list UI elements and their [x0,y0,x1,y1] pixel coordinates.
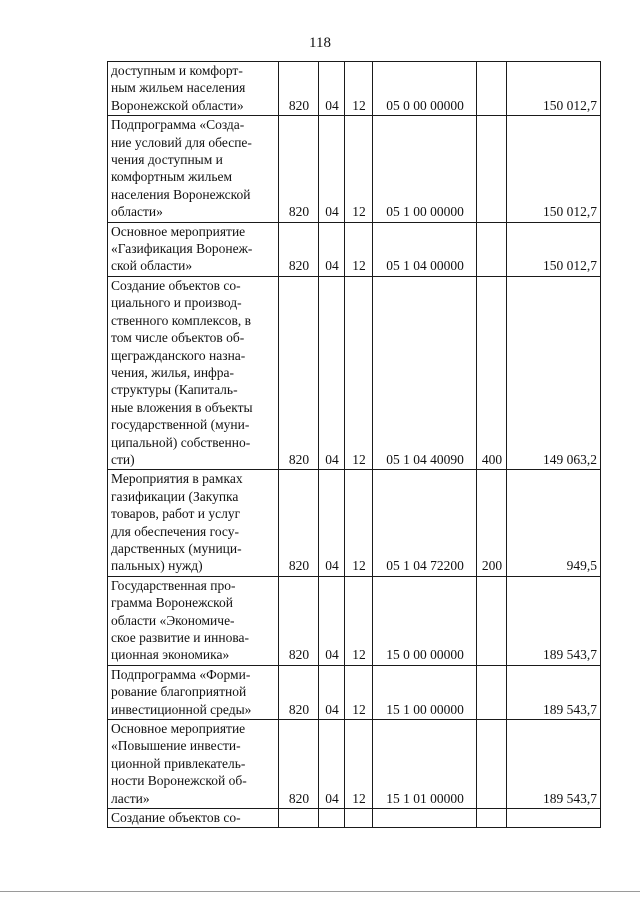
item-name-line: Создание объектов со- [111,277,241,293]
amount-cell: 949,5 [507,470,601,576]
subsection-cell: 12 [345,116,373,222]
subsection-cell [345,809,373,828]
section-cell: 04 [319,720,345,809]
item-name-line: ционная экономика» [111,647,230,663]
item-name-line: чения доступным и [111,152,223,168]
target-article-cell: 15 1 01 00000 [373,720,477,809]
amount-cell [507,809,601,828]
item-name-line: циального и производ- [111,295,242,311]
section-cell: 04 [319,576,345,665]
table-row [108,576,601,665]
section-cell: 04 [319,116,345,222]
page-bottom-rule [0,891,640,892]
item-name [111,62,276,114]
expense-type-cell: 200 [477,470,507,576]
item-name-line: государственной (муни- [111,417,250,433]
amount-cell: 150 012,7 [507,62,601,116]
table-row [108,222,601,276]
item-name-line: ные вложения в объекты [111,399,253,415]
item-name-cell [108,470,279,576]
amount-cell: 150 012,7 [507,222,601,276]
item-name-line: ское развитие и иннова- [111,630,250,645]
subsection-cell: 12 [345,720,373,809]
amount-cell: 189 543,7 [507,576,601,665]
admin-code-cell: 820 [279,276,319,469]
admin-code-cell: 820 [279,665,319,719]
table-row [108,116,601,222]
item-name-line: населения Воронежской [111,186,251,202]
item-name-cell [108,576,279,665]
target-article-cell: 05 1 04 72200 [373,470,477,576]
target-article-cell: 15 1 00 00000 [373,665,477,719]
item-name-line: инвестиционной среды» [111,701,252,717]
target-article-cell: 05 1 04 40090 [373,276,477,469]
item-name-cell [108,116,279,222]
admin-code-cell: 820 [279,470,319,576]
item-name [111,277,276,468]
item-name-line: Воронежской области» [111,97,244,113]
item-name [111,720,276,807]
page-number: 118 [309,35,331,51]
expense-type-cell [477,720,507,809]
expense-type-cell: 400 [477,276,507,469]
item-name-line: том числе объектов об- [111,330,245,346]
table-row [108,720,601,809]
item-name-line: грамма Воронежской [111,595,234,611]
item-name-line: щегражданского назна- [111,347,246,363]
section-cell: 04 [319,276,345,469]
item-name-line: доступным и комфорт- [111,63,243,78]
item-name-line: чения, жилья, инфра- [111,364,235,380]
target-article-cell [373,809,477,828]
item-name-line: ласти» [111,790,150,806]
item-name-line: Государственная про- [111,577,236,593]
item-name-line: для обеспечения госу- [111,523,239,539]
expense-type-cell [477,116,507,222]
expense-type-cell [477,222,507,276]
admin-code-cell: 820 [279,222,319,276]
table-row [108,665,601,719]
target-article-cell: 05 1 04 00000 [373,222,477,276]
item-name-line: газификации (Закупка [111,488,239,504]
section-cell: 04 [319,665,345,719]
item-name-line: ственного комплексов, в [111,312,252,328]
subsection-cell: 12 [345,665,373,719]
item-name-cell [108,62,279,116]
item-name [111,577,276,664]
item-name [111,470,276,574]
item-name-line: ным жильем населения [111,80,246,96]
item-name-line: ской области» [111,258,193,274]
item-name-line: сти) [111,451,135,467]
item-name-line: Создание объектов со- [111,810,241,826]
section-cell [319,809,345,828]
expense-type-cell [477,809,507,828]
item-name-cell [108,809,279,828]
item-name-line: комфортным жильем [111,169,233,185]
item-name-line: ципальной) собственно- [111,434,251,450]
table-row [108,809,601,828]
section-cell: 04 [319,62,345,116]
subsection-cell: 12 [345,470,373,576]
item-name [111,116,276,220]
item-name-line: товаров, работ и услуг [111,506,241,522]
item-name-line: «Повышение инвести- [111,738,241,754]
table-row [108,62,601,116]
item-name [111,809,276,826]
item-name-line: ние условий для обеспе- [111,134,252,150]
item-name-line: «Газификация Воронеж- [111,241,253,257]
admin-code-cell: 820 [279,576,319,665]
admin-code-cell: 820 [279,62,319,116]
item-name-cell [108,276,279,469]
item-name-cell [108,720,279,809]
admin-code-cell [279,809,319,828]
item-name-cell [108,665,279,719]
table-row [108,276,601,469]
amount-cell: 189 543,7 [507,665,601,719]
item-name-line: рование благоприятной [111,684,247,700]
subsection-cell: 12 [345,276,373,469]
item-name-line: области» [111,204,163,220]
amount-cell: 150 012,7 [507,116,601,222]
target-article-cell: 05 1 00 00000 [373,116,477,222]
item-name-line: Подпрограмма «Созда- [111,117,245,133]
section-cell: 04 [319,222,345,276]
target-article-cell: 05 0 00 00000 [373,62,477,116]
target-article-cell: 15 0 00 00000 [373,576,477,665]
item-name-line: пальных) нужд) [111,558,203,574]
admin-code-cell: 820 [279,720,319,809]
section-cell: 04 [319,470,345,576]
item-name [111,223,276,275]
item-name-line: ционной привлекатель- [111,755,246,771]
item-name-line: области «Экономиче- [111,612,235,628]
item-name-line: Подпрограмма «Форми- [111,666,251,682]
item-name-cell [108,222,279,276]
item-name [111,666,276,718]
amount-cell: 189 543,7 [507,720,601,809]
item-name-line: Основное мероприятие [111,223,246,239]
item-name-line: ности Воронежской об- [111,773,247,789]
subsection-cell: 12 [345,576,373,665]
item-name-line: дарственных (муници- [111,540,242,556]
budget-table [107,61,601,828]
item-name-line: структуры (Капиталь- [111,382,238,398]
expense-type-cell [477,665,507,719]
expense-type-cell [477,576,507,665]
admin-code-cell: 820 [279,116,319,222]
table-body [108,62,601,828]
item-name-line: Мероприятия в рамках [111,471,243,487]
subsection-cell: 12 [345,62,373,116]
expense-type-cell [477,62,507,116]
table-row [108,470,601,576]
amount-cell: 149 063,2 [507,276,601,469]
subsection-cell: 12 [345,222,373,276]
item-name-line: Основное мероприятие [111,721,246,737]
